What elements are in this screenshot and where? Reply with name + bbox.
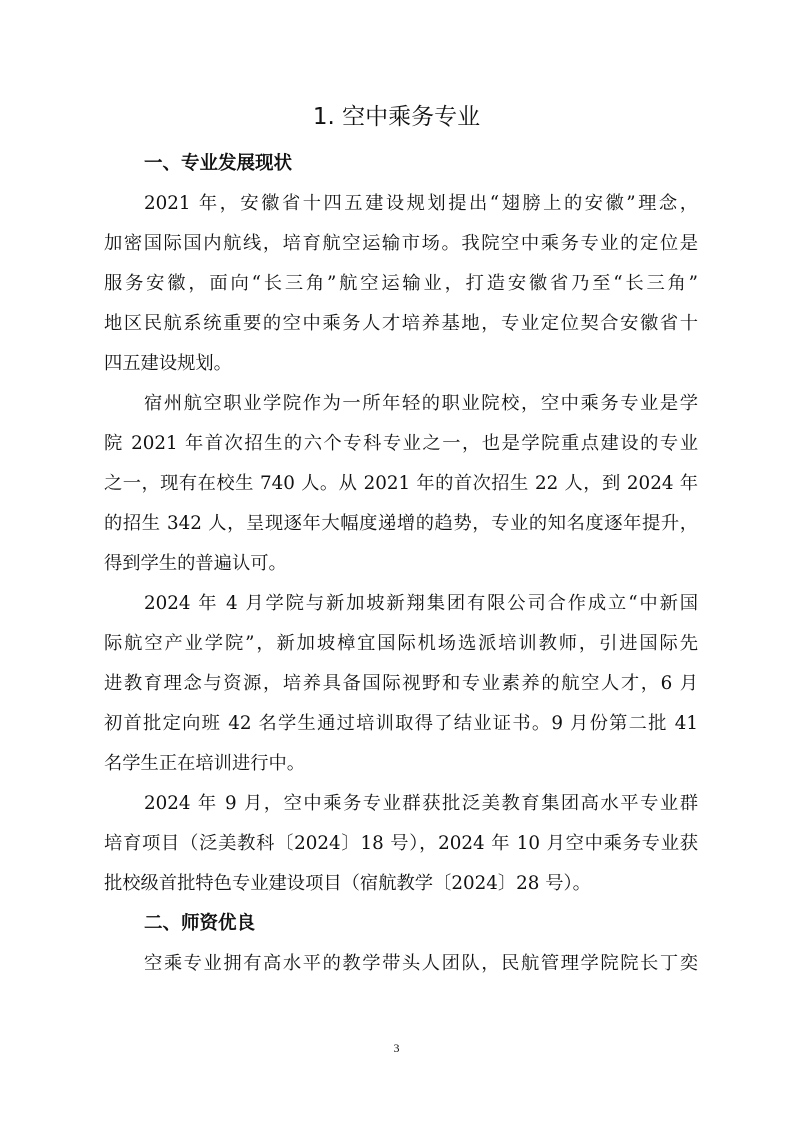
paragraph-line: 空乘专业拥有高水平的教学带头人团队，民航管理学院院长丁奕 bbox=[144, 953, 698, 974]
section-heading-faculty: 二、师资优良 bbox=[144, 913, 256, 934]
paragraph-line: 初首批定向班 42 名学生通过培训取得了结业证书。9 月份第二批 41 bbox=[104, 713, 698, 734]
paragraph-line: 四五建设规划。 bbox=[104, 353, 232, 374]
paragraph-line: 培育项目（泛美教科〔2024〕18 号），2024 年 10 月空中乘务专业获 bbox=[104, 833, 698, 854]
paragraph-singapore-cooperation bbox=[104, 584, 698, 784]
paragraph-line: 名学生正在培训进行中。 bbox=[104, 753, 306, 774]
paragraph-teaching-team bbox=[104, 944, 698, 984]
paragraph-line: 2024 年 9 月，空中乘务专业群获批泛美教育集团高水平专业群 bbox=[144, 793, 698, 814]
paragraph-line: 得到学生的普遍认可。 bbox=[104, 553, 287, 574]
paragraph-line: 进教育理念与资源，培养具备国际视野和专业素养的航空人才，6 月 bbox=[104, 673, 698, 694]
paragraph-line: 际航空产业学院”，新加坡樟宜国际机场选派培训教师，引进国际先 bbox=[104, 633, 698, 654]
paragraph-line: 院 2021 年首次招生的六个专科专业之一，也是学院重点建设的专业 bbox=[104, 433, 698, 454]
paragraph-anhui-plan bbox=[104, 184, 698, 384]
paragraph-enrollment bbox=[104, 384, 698, 584]
page-number: 3 bbox=[393, 1041, 400, 1055]
paragraph-line: 之一，现有在校生 740 人。从 2021 年的首次招生 22 人，到 2024 年 bbox=[104, 473, 698, 494]
document-body bbox=[104, 144, 698, 984]
paragraph-project-approvals bbox=[104, 784, 698, 904]
document-title: 1. 空中乘务专业 bbox=[312, 104, 481, 130]
paragraph-line: 的招生 342 人，呈现逐年大幅度递增的趋势，专业的知名度逐年提升， bbox=[104, 513, 698, 534]
paragraph-line: 地区民航系统重要的空中乘务人才培养基地，专业定位契合安徽省十 bbox=[104, 313, 698, 334]
paragraph-line: 宿州航空职业学院作为一所年轻的职业院校，空中乘务专业是学 bbox=[144, 393, 698, 414]
paragraph-line: 2024 年 4 月学院与新加坡新翔集团有限公司合作成立“中新国 bbox=[144, 593, 698, 614]
paragraph-line: 2021 年，安徽省十四五建设规划提出“翅膀上的安徽”理念， bbox=[144, 193, 698, 214]
section-heading-development-status: 一、专业发展现状 bbox=[144, 153, 293, 174]
paragraph-line: 加密国际国内航线，培育航空运输市场。我院空中乘务专业的定位是 bbox=[104, 233, 698, 254]
paragraph-line: 服务安徽，面向“长三角”航空运输业，打造安徽省乃至“长三角” bbox=[104, 273, 698, 294]
paragraph-line: 批校级首批特色专业建设项目（宿航教学〔2024〕28 号）。 bbox=[104, 873, 591, 894]
